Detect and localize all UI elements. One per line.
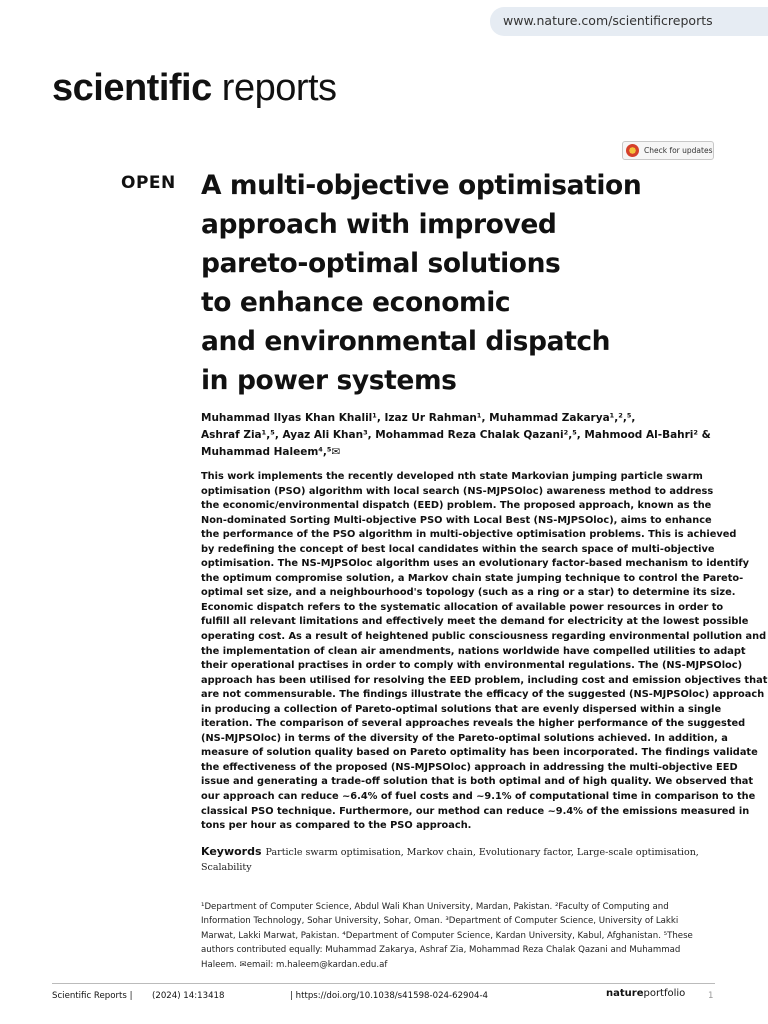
abstract-line: the effectiveness of the proposed (NS-MJPSOloc) approach in addressing the multi-objective EED [201, 761, 738, 773]
abstract-line: measure of solution quality based on Pareto optimality has been incorporated. The findings validate [201, 747, 758, 759]
abstract-line: Non-dominated Sorting Multi-objective PSO with Local Best (NS-MJPSOloc), aims to enhance [201, 514, 712, 526]
top-url-bar [0, 0, 768, 36]
author-line: Muhammad Haleem⁴,⁵✉ [201, 446, 341, 458]
keywords-text: Particle swarm optimisation, Markov chain, Evolutionary factor, Large-scale optimisation, Scalability [201, 847, 699, 873]
keywords-label: Keywords [201, 845, 262, 858]
footer-divider [52, 983, 715, 984]
title-line: to enhance economic [201, 287, 511, 318]
brand-bold: nature [606, 988, 644, 999]
check-for-updates-label: Check for updates [644, 146, 713, 155]
abstract-line: optimisation (PSO) algorithm with local search (NS-MJPSOloc) awareness method to address [201, 485, 714, 497]
abstract-line: their operational practises in order to comply with environmental regulations. The (NS-MJPSOloc) [201, 660, 743, 672]
page-number: 1 [708, 991, 714, 1001]
footer-doi-link[interactable]: | https://doi.org/10.1038/s41598-024-62904-4 [290, 991, 489, 1001]
title-line: approach with improved [201, 209, 557, 240]
footer-journal: Scientific Reports | [52, 991, 133, 1001]
abstract-line: operating cost. As a result of heightened public consciousness regarding environmental pollution and [201, 631, 767, 643]
title-line: and environmental dispatch [201, 326, 611, 357]
abstract-line: fulfill all relevant limitations and effectively meet the demand for electricity at the lowest possible [201, 616, 749, 628]
abstract-line: the performance of the PSO algorithm in multi-objective optimisation problems. This is achieved [201, 529, 737, 541]
crossmark-icon [626, 144, 639, 157]
journal-name-bold: scientific [52, 67, 212, 109]
affiliation-line: Information Technology, Sohar University, Sohar, Oman. ³Department of Computer Science, University of Lakki [201, 916, 679, 927]
abstract-line: This work implements the recently developed nth state Markovian jumping particle swarm [201, 471, 703, 482]
nature-portfolio-logo [606, 988, 685, 999]
footer-volume: (2024) 14:13418 [152, 991, 225, 1001]
abstract-line: optimal set size, and a neighbourhood's topology (such as a ring or a star) to determine its size. [201, 587, 736, 599]
affiliation-line: ¹Department of Computer Science, Abdul Wali Khan University, Mardan, Pakistan. ²Faculty of Computing and [201, 902, 669, 912]
abstract-line: the optimum compromise solution, a Markov chain state jumping technique to control the Pareto- [201, 572, 744, 584]
abstract-line: (NS-MJPSOloc) in terms of the diversity of the Pareto-optimal solutions achieved. In addition, a [201, 732, 728, 744]
abstract-line: the economic/environmental dispatch (EED) problem. The proposed approach, known as the [201, 500, 712, 512]
abstract-line: classical PSO technique. Furthermore, our method can reduce ~9.4% of the emissions measured in [201, 805, 750, 817]
author-line: Ashraf Zia¹,⁵, Ayaz Ali Khan³, Mohammad Reza Chalak Qazani²,⁵, Mahmood Al-Bahri² & [201, 429, 711, 441]
journal-logo [52, 62, 337, 114]
article-title [201, 166, 721, 400]
title-line: in power systems [201, 365, 457, 396]
check-for-updates-button[interactable] [622, 141, 714, 160]
abstract-line: the implementation of clean air amendments, nations worldwide have compelled utilities to adapt [201, 645, 746, 657]
abstract [201, 470, 768, 834]
affiliation-line: authors contributed equally: Muhammad Zakarya, Ashraf Zia, Mohammad Reza Chalak Qazani and Muhammad [201, 945, 681, 956]
abstract-line: tons per hour as compared to the PSO approach. [201, 820, 472, 832]
open-access-label: OPEN [121, 173, 176, 193]
affiliations [201, 900, 715, 972]
title-line: pareto-optimal solutions [201, 248, 561, 279]
author-list [201, 410, 721, 461]
abstract-line: by redefining the concept of best local candidates within the search space of multi-objective [201, 543, 715, 555]
journal-name-light: reports [211, 67, 337, 109]
abstract-line: iteration. The comparison of several approaches reveals the higher performance of the suggested [201, 718, 746, 730]
abstract-line: issue and generating a trade-off solution that is both optimal and of high quality. We observed that [201, 776, 754, 788]
abstract-line: are not commensurable. The findings illustrate the efficacy of the suggested (NS-MJPSOloc) approach [201, 689, 765, 701]
brand-light: portfolio [643, 988, 686, 999]
abstract-line: our approach can reduce ~6.4% of fuel costs and ~9.1% of computational time in comparison to the [201, 791, 756, 803]
journal-url[interactable]: www.nature.com/scientificreports [503, 13, 713, 28]
abstract-line: Economic dispatch refers to the systematic allocation of available power resources in order to [201, 601, 724, 613]
abstract-line: approach has been utilised for resolving the EED problem, including cost and emission objectives that [201, 674, 768, 686]
title-line: A multi-objective optimisation [201, 170, 642, 201]
affiliation-line: Haleem. ✉email: m.haleem@kardan.edu.af [201, 959, 388, 970]
keywords-section [201, 844, 721, 875]
abstract-line: in producing a collection of Pareto-optimal solutions that are evenly dispersed within a single [201, 703, 722, 715]
affiliation-line: Marwat, Lakki Marwat, Pakistan. ⁴Department of Computer Science, Kardan University, Kabul, Afghanistan. ⁵These [201, 930, 693, 941]
author-line: Muhammad Ilyas Khan Khalil¹, Izaz Ur Rahman¹, Muhammad Zakarya¹,²,⁵, [201, 412, 636, 424]
abstract-line: optimisation. The NS-MJPSOloc algorithm uses an evolutionary factor-based mechanism to identify [201, 558, 749, 570]
